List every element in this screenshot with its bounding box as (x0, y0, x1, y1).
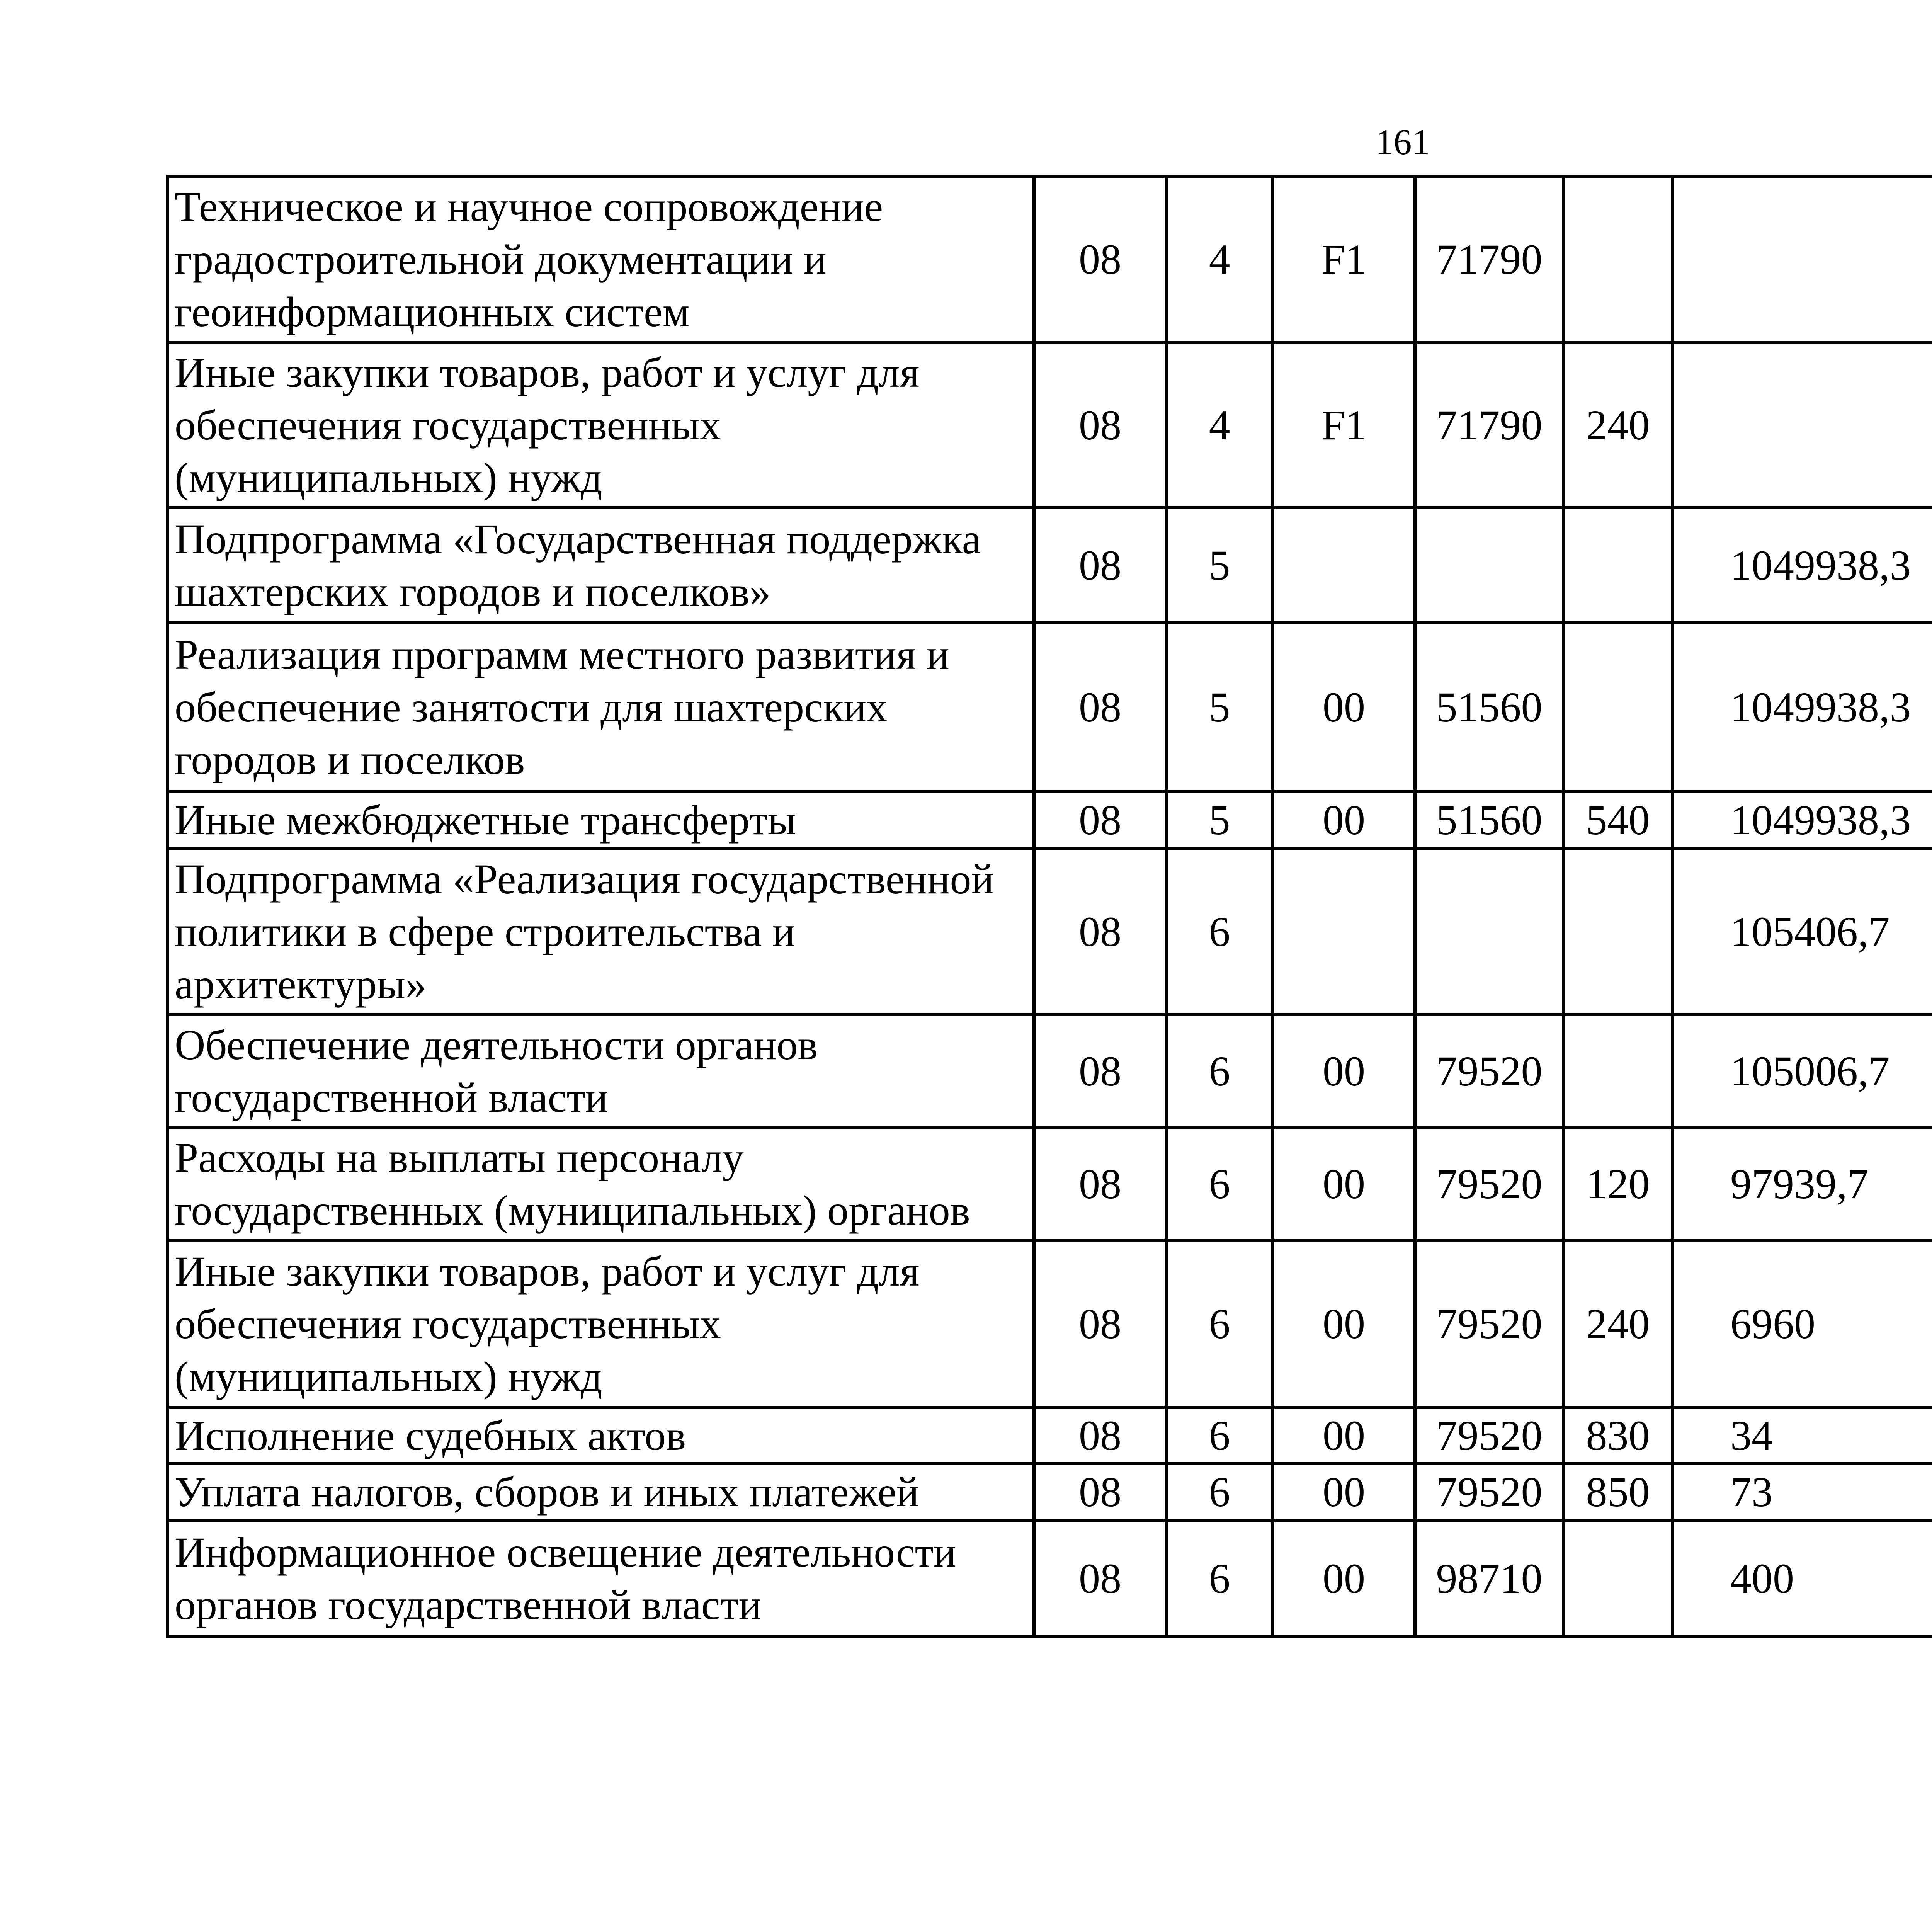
direction-code: 79520 (1415, 1407, 1563, 1464)
table-row (168, 508, 1932, 623)
row-name: Иные закупки товаров, работ и услуг для обеспечения государственных (муниципальных) нужд (168, 1240, 1034, 1407)
expense-type-code: 240 (1563, 342, 1672, 508)
row-name: Техническое и научное сопровождение градостроительной документации и геоинформационных систем (168, 176, 1034, 342)
amount-year-1: 6960 (1672, 1240, 1932, 1407)
direction-code: 71790 (1415, 176, 1563, 342)
main-event-code: 00 (1273, 791, 1415, 849)
section-code: 08 (1034, 849, 1166, 1015)
section-code: 08 (1034, 508, 1166, 623)
main-event-code: 00 (1273, 623, 1415, 791)
row-name: Подпрограмма «Реализация государственной политики в сфере строительства и архитектуры» (168, 849, 1034, 1015)
row-name: Информационное освещение деятельности органов государственной власти (168, 1520, 1034, 1637)
direction-code (1415, 508, 1563, 623)
budget-table (166, 175, 1932, 1638)
subprogram-code: 5 (1166, 623, 1273, 791)
main-event-code (1273, 508, 1415, 623)
direction-code: 79520 (1415, 1240, 1563, 1407)
table-row (168, 623, 1932, 791)
row-name: Исполнение судебных актов (168, 1407, 1034, 1464)
table-row (168, 1240, 1932, 1407)
direction-code: 79520 (1415, 1015, 1563, 1128)
direction-code: 79520 (1415, 1128, 1563, 1240)
subprogram-code: 6 (1166, 849, 1273, 1015)
direction-code: 98710 (1415, 1520, 1563, 1637)
expense-type-code: 830 (1563, 1407, 1672, 1464)
expense-type-code: 240 (1563, 1240, 1672, 1407)
direction-code: 79520 (1415, 1464, 1563, 1520)
expense-type-code (1563, 176, 1672, 342)
amount-year-1: 105406,7 (1672, 849, 1932, 1015)
row-name: Расходы на выплаты персоналу государственных (муниципальных) органов (168, 1128, 1034, 1240)
table-row (168, 849, 1932, 1015)
main-event-code (1273, 849, 1415, 1015)
table-row (168, 342, 1932, 508)
section-code: 08 (1034, 1464, 1166, 1520)
section-code: 08 (1034, 623, 1166, 791)
row-name: Уплата налогов, сборов и иных платежей (168, 1464, 1034, 1520)
expense-type-code (1563, 1015, 1672, 1128)
subprogram-code: 6 (1166, 1015, 1273, 1128)
subprogram-code: 5 (1166, 791, 1273, 849)
page-number: 161 (1375, 122, 1430, 162)
table-row (168, 176, 1932, 342)
expense-type-code (1563, 508, 1672, 623)
subprogram-code: 5 (1166, 508, 1273, 623)
main-event-code: 00 (1273, 1128, 1415, 1240)
row-name: Иные межбюджетные трансферты (168, 791, 1034, 849)
amount-year-1: 1049938,3 (1672, 508, 1932, 623)
amount-year-1: 34 (1672, 1407, 1932, 1464)
main-event-code: 00 (1273, 1407, 1415, 1464)
section-code: 08 (1034, 791, 1166, 849)
expense-type-code: 540 (1563, 791, 1672, 849)
main-event-code: 00 (1273, 1464, 1415, 1520)
main-event-code: 00 (1273, 1520, 1415, 1637)
row-name: Подпрограмма «Государственная поддержка шахтерских городов и поселков» (168, 508, 1034, 623)
main-event-code: 00 (1273, 1240, 1415, 1407)
amount-year-1 (1672, 342, 1932, 508)
subprogram-code: 6 (1166, 1407, 1273, 1464)
expense-type-code: 120 (1563, 1128, 1672, 1240)
table-row (168, 791, 1932, 849)
main-event-code: F1 (1273, 342, 1415, 508)
table-row (168, 1464, 1932, 1520)
table-row (168, 1520, 1932, 1637)
amount-year-1 (1672, 176, 1932, 342)
amount-year-1: 1049938,3 (1672, 791, 1932, 849)
direction-code: 71790 (1415, 342, 1563, 508)
table-row (168, 1015, 1932, 1128)
row-name: Иные закупки товаров, работ и услуг для обеспечения государственных (муниципальных) нужд (168, 342, 1034, 508)
direction-code: 51560 (1415, 791, 1563, 849)
subprogram-code: 6 (1166, 1520, 1273, 1637)
amount-year-1: 73 (1672, 1464, 1932, 1520)
amount-year-1: 97939,7 (1672, 1128, 1932, 1240)
subprogram-code: 4 (1166, 176, 1273, 342)
section-code: 08 (1034, 1128, 1166, 1240)
expense-type-code (1563, 1520, 1672, 1637)
subprogram-code: 4 (1166, 342, 1273, 508)
amount-year-1: 400 (1672, 1520, 1932, 1637)
direction-code: 51560 (1415, 623, 1563, 791)
table-row (168, 1128, 1932, 1240)
section-code: 08 (1034, 1520, 1166, 1637)
expense-type-code (1563, 849, 1672, 1015)
main-event-code: F1 (1273, 176, 1415, 342)
expense-type-code: 850 (1563, 1464, 1672, 1520)
direction-code (1415, 849, 1563, 1015)
main-event-code: 00 (1273, 1015, 1415, 1128)
amount-year-1: 105006,7 (1672, 1015, 1932, 1128)
row-name: Реализация программ местного развития и обеспечение занятости для шахтерских городов и поселков (168, 623, 1034, 791)
section-code: 08 (1034, 176, 1166, 342)
subprogram-code: 6 (1166, 1464, 1273, 1520)
section-code: 08 (1034, 1015, 1166, 1128)
amount-year-1: 1049938,3 (1672, 623, 1932, 791)
subprogram-code: 6 (1166, 1128, 1273, 1240)
section-code: 08 (1034, 1407, 1166, 1464)
section-code: 08 (1034, 1240, 1166, 1407)
subprogram-code: 6 (1166, 1240, 1273, 1407)
row-name: Обеспечение деятельности органов государственной власти (168, 1015, 1034, 1128)
table-row (168, 1407, 1932, 1464)
section-code: 08 (1034, 342, 1166, 508)
expense-type-code (1563, 623, 1672, 791)
